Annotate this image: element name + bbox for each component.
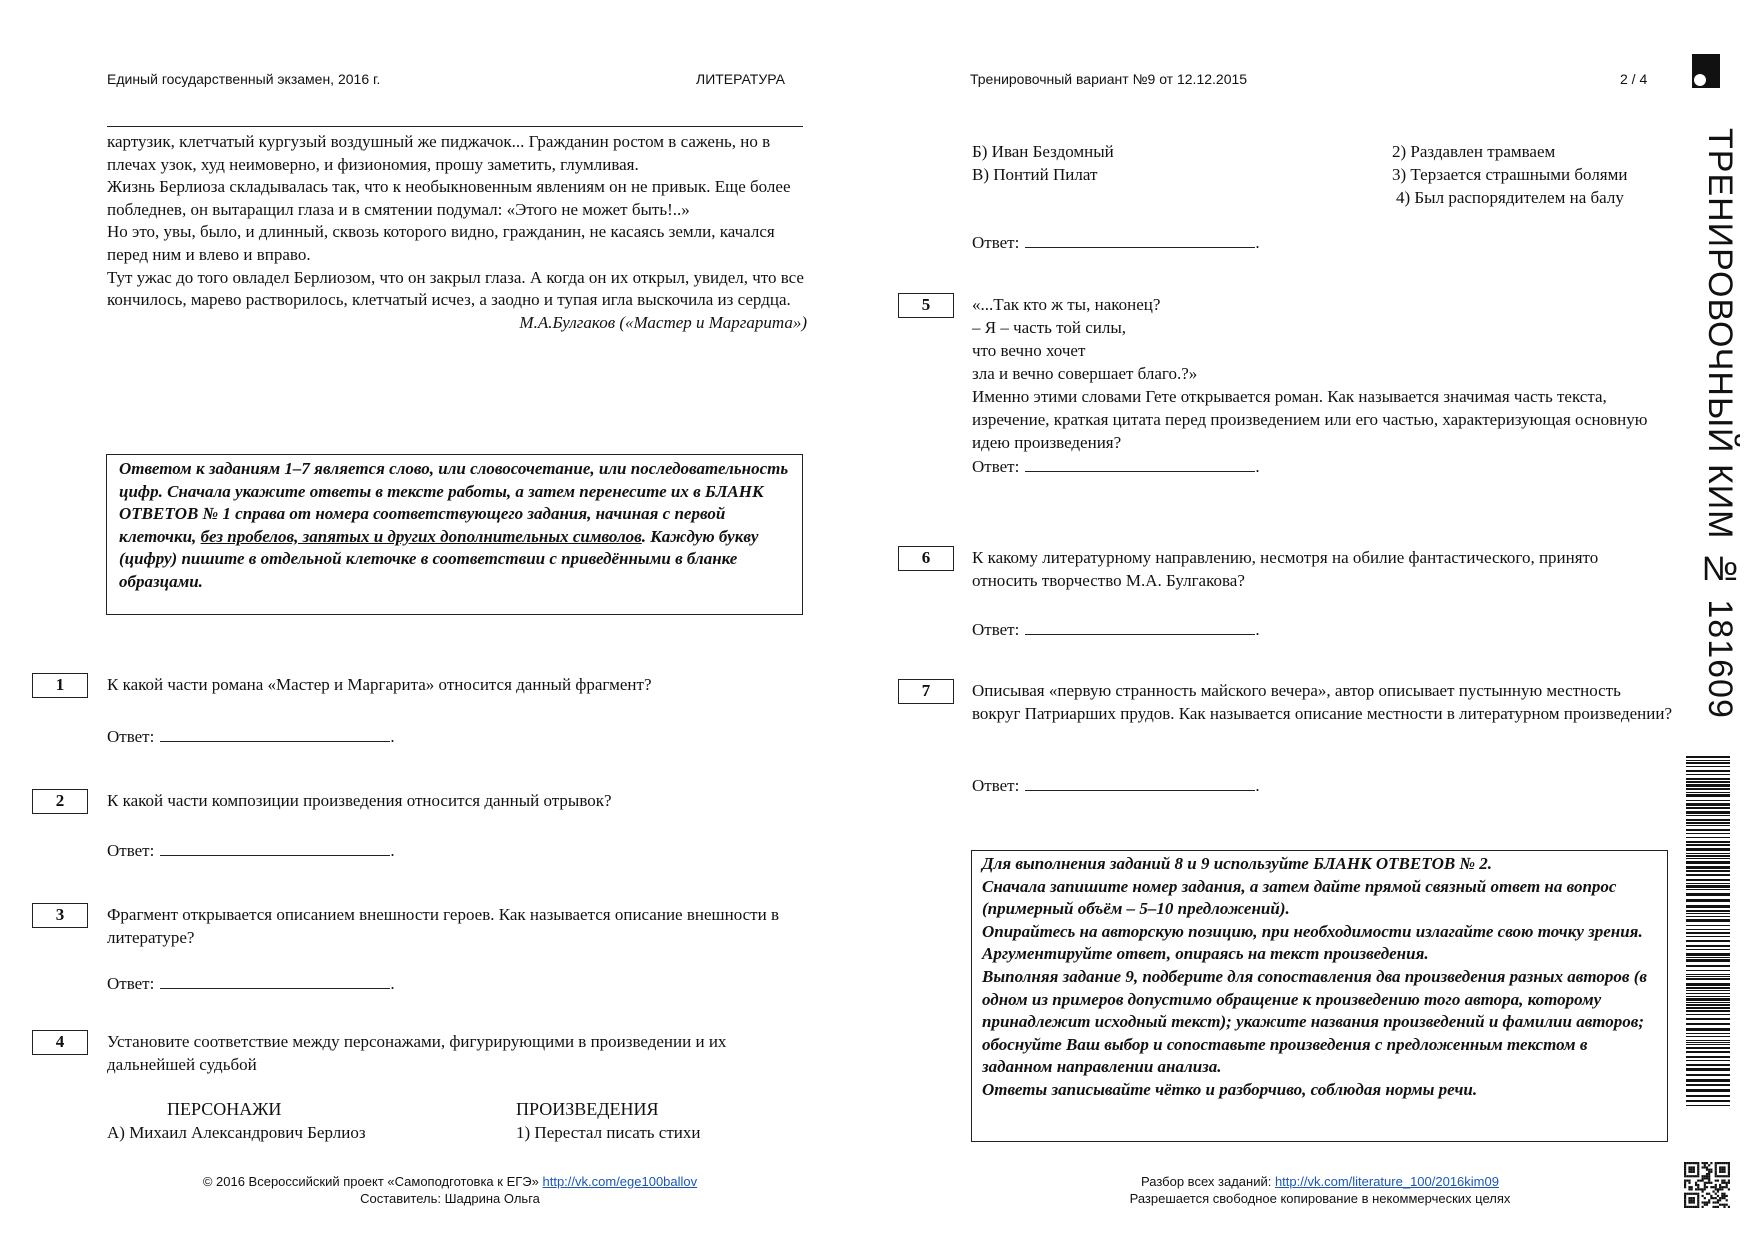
question-4-text: Установите соответствие между персонажами, фигурирующими в произведении и их дальнейшей судьбой xyxy=(107,1032,727,1074)
footer-analysis: Разбор всех заданий: xyxy=(1141,1174,1272,1189)
matching-header-works: ПРОИЗВЕДЕНИЯ xyxy=(516,1099,659,1119)
footer-left xyxy=(120,1173,780,1207)
footer-copyright: Разрешается свободное копирование в некоммерческих целях xyxy=(1129,1191,1511,1206)
footer-author: Составитель: Шадрина Ольга xyxy=(360,1191,540,1206)
barcode xyxy=(1686,756,1730,1106)
question-7-text: Описывая «первую странность майского вечера», автор описывает пустынную местность вокруг Патриарших прудов. Как называется описание местности в литературном произведении? xyxy=(972,681,1672,723)
question-1-text: К какой части романа «Мастер и Маргарита» относится данный фрагмент? xyxy=(107,675,652,694)
variant-title: Тренировочный вариант №9 от 12.12.2015 xyxy=(970,71,1248,87)
question-number-7: 7 xyxy=(898,679,954,704)
instruction-2-line: Опирайтесь на авторскую позицию, при необходимости излагайте свою точку зрения. Аргументируйте ответ, опираясь на текст произведения. xyxy=(982,921,1643,964)
answer-label: Ответ: xyxy=(107,841,155,860)
instruction-box-2 xyxy=(971,850,1668,1142)
answer-7[interactable]: Ответ: . xyxy=(972,776,1260,795)
question-number-6: 6 xyxy=(898,546,954,571)
answer-label: Ответ: xyxy=(972,457,1020,476)
matching-header-characters: ПЕРСОНАЖИ xyxy=(167,1099,282,1119)
footer-link-right[interactable]: http://vk.com/literature_100/2016kim09 xyxy=(1274,1174,1499,1189)
instruction-2-line: Выполняя задание 9, подберите для сопоставления два произведения разных авторов (в одном из примеров допустимо обращение к произведению того автора, которому принадлежит исходный текст); укажите названия произведений и фамилии авторов; обоснуйте Ваш выбор и сопоставьте произведения с предложенным текстом в заданном направлении анализа. xyxy=(982,966,1647,1077)
question-number-1: 1 xyxy=(32,673,88,698)
answer-label: Ответ: xyxy=(107,727,155,746)
matching-right-item: 3) Терзается страшными болями xyxy=(1392,165,1628,184)
matching-left-item: А) Михаил Александрович Берлиоз xyxy=(107,1123,366,1142)
question-number-3: 3 xyxy=(32,903,88,928)
question-6-text: К какому литературному направлению, несмотря на обилие фантастического, принято относить творчество М.А. Булгакова? xyxy=(972,548,1599,590)
subject-title: ЛИТЕРАТУРА xyxy=(696,71,785,87)
qr-code xyxy=(1684,1162,1730,1208)
instruction-2-line: Сначала запишите номер задания, а затем дайте прямой связный ответ на вопрос (примерный объём – 5–10 предложений). xyxy=(982,876,1617,919)
question-2-text: К какой части композиции произведения относится данный отрывок? xyxy=(107,791,612,810)
answer-5[interactable]: Ответ: . xyxy=(972,457,1260,476)
answer-label: Ответ: xyxy=(972,233,1020,252)
answer-label: Ответ: xyxy=(972,776,1020,795)
corner-marker xyxy=(1692,54,1720,88)
side-title: ТРЕНИРОВОЧНЫЙ КИМ № 181609 xyxy=(1701,128,1739,719)
footer-right xyxy=(970,1173,1670,1207)
instruction-box-1 xyxy=(106,454,803,615)
answer-2[interactable]: Ответ: . xyxy=(107,841,395,860)
answer-1[interactable]: Ответ: . xyxy=(107,727,395,746)
matching-right-item: 2) Раздавлен трамваем xyxy=(1392,142,1556,161)
header-rule xyxy=(107,126,803,127)
matching-left-item: Б) Иван Бездомный xyxy=(972,142,1114,161)
excerpt-paragraph: картузик, клетчатый кургузый воздушный же пиджачок... Гражданин ростом в сажень, но в плечах узок, худ неимоверно, и физиономия, прошу заметить, глумливая. xyxy=(107,132,771,174)
answer-6[interactable]: Ответ: . xyxy=(972,620,1260,639)
answer-label: Ответ: xyxy=(107,974,155,993)
answer-3[interactable]: Ответ: . xyxy=(107,974,395,993)
footer-project: © 2016 Всероссийский проект «Самоподготовка к ЕГЭ» xyxy=(202,1174,539,1189)
instruction-1-text: Ответом к заданиям 1–7 является слово, или словосочетание, или последовательность цифр. Сначала укажите ответы в тексте работы, а затем перенесите их в БЛАНК ОТВЕТОВ № 1 справа от номера соответствующего задания, начиная с первой клеточки, xyxy=(119,459,789,546)
matching-right-continued xyxy=(1392,140,1628,209)
answer-label: Ответ: xyxy=(972,620,1020,639)
footer-link-left[interactable]: http://vk.com/ege100ballov xyxy=(542,1174,698,1189)
question-number-2: 2 xyxy=(32,789,88,814)
excerpt-paragraph: Но это, увы, было, и длинный, сквозь которого видно, гражданин, не касаясь земли, качался перед ним и влево и вправо. xyxy=(107,222,775,264)
matching-left-continued xyxy=(972,140,1114,186)
exam-title: Единый государственный экзамен, 2016 г. xyxy=(107,71,381,87)
instruction-1-text-end: . Каждую букву (цифру) пишите в отдельной клеточке в соответствии с приведёнными в бланке образцами. xyxy=(119,526,759,591)
instruction-2-line: Для выполнения заданий 8 и 9 используйте БЛАНК ОТВЕТОВ № 2. xyxy=(982,854,1493,873)
instruction-2-line: Ответы записывайте чётко и разборчиво, соблюдая нормы речи. xyxy=(982,1079,1478,1099)
question-5-text: «...Так кто ж ты, наконец? – Я – часть той силы, что вечно хочет зла и вечно совершает благо.?» Именно этими словами Гете открывается роман. Как называется значимая часть текста, изречение, краткая цитата перед произведением или его частью, характеризующая основную идею произведения? xyxy=(972,295,1648,452)
question-3-text: Фрагмент открывается описанием внешности героев. Как называется описание внешности в литературе? xyxy=(107,905,779,947)
matching-right-item: 4) Был распорядителем на балу xyxy=(1396,188,1624,207)
excerpt xyxy=(107,131,807,334)
matching-right-item: 1) Перестал писать стихи xyxy=(516,1123,701,1142)
question-number-5: 5 xyxy=(898,293,954,318)
instruction-1-underlined: без пробелов, запятых и других дополнительных символов xyxy=(200,526,642,546)
excerpt-paragraph: Жизнь Берлиоза складывалась так, что к необыкновенным явлениям он не привык. Еще более побледнев, он вытаращил глаза и в смятении подумал: «Этого не может быть!..» xyxy=(107,177,791,219)
excerpt-author: М.А.Булгаков («Мастер и Маргарита») xyxy=(519,312,807,332)
question-number-4: 4 xyxy=(32,1030,88,1055)
page-number: 2 / 4 xyxy=(1620,71,1648,87)
matching-left-item: В) Понтий Пилат xyxy=(972,165,1098,184)
excerpt-paragraph: Тут ужас до того овладел Берлиозом, что он закрыл глаза. А когда он их открыл, увидел, что все кончилось, марево растворилось, клетчатый исчез, а заодно и тупая игла выскочила из сердца. xyxy=(107,267,804,310)
answer-4[interactable]: Ответ: . xyxy=(972,233,1260,252)
